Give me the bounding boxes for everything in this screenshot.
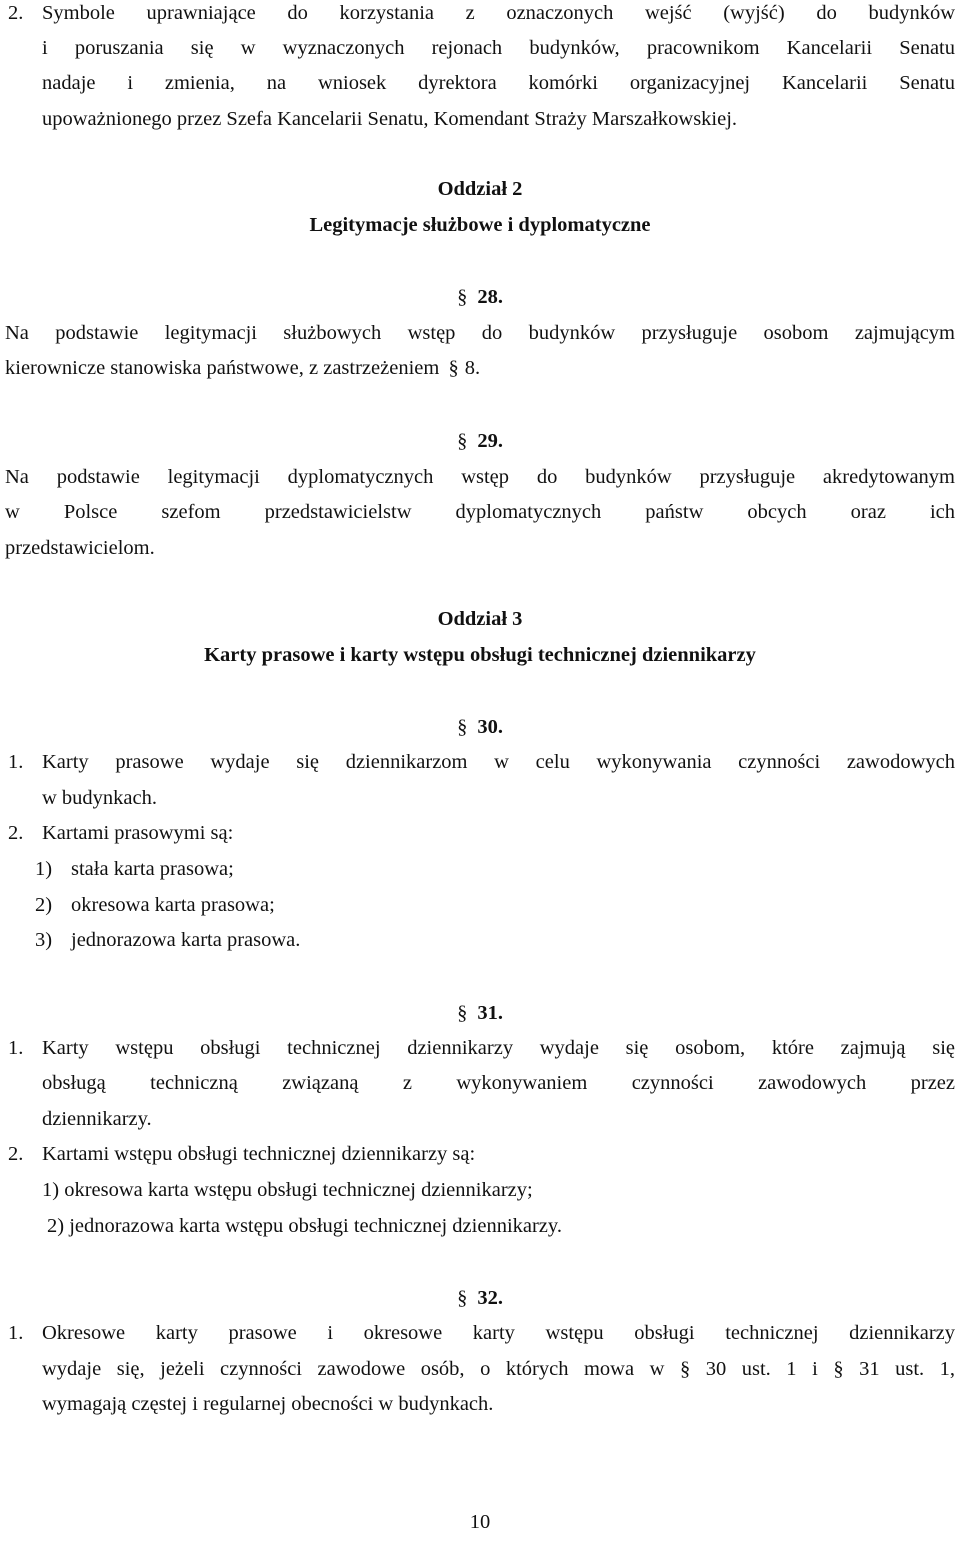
division-subheading: Karty prasowe i karty wstępu obsługi technicznej dziennikarzy — [204, 644, 756, 666]
paragraph-line: nadaje i zmienia, na wniosek dyrektora komórki organizacyjnej Kancelarii Senatu — [42, 72, 955, 94]
paragraph-line: wymagają częstej i regularnej obecności w budynkach. — [42, 1393, 494, 1415]
point-text: stała karta prasowa; — [71, 858, 234, 880]
paragraph-text: wydaje się, jeżeli czynności zawodowe osób, o których mowa w — [42, 1358, 665, 1380]
paragraph-line: Kartami prasowymi są: — [42, 822, 234, 844]
paragraph-line: obsługą techniczną związaną z wykonywaniem czynności zawodowych przez — [42, 1072, 955, 1094]
page-number: 10 — [469, 1511, 491, 1533]
paragraph-line — [5, 351, 955, 387]
section-reference: 8. — [464, 357, 481, 379]
item-number: 2. — [8, 822, 24, 844]
paragraph-text: 31 ust. 1, — [859, 1358, 956, 1380]
point-text: okresowa karta wstępu obsługi technicznej dziennikarzy; — [64, 1179, 533, 1201]
section-sign: § — [457, 286, 468, 308]
paragraph-line: i poruszania się w wyznaczonych rejonach budynków, pracownikom Kancelarii Senatu — [42, 37, 955, 59]
section-number-text: 30. — [477, 716, 503, 738]
division-subheading: Legitymacje służbowe i dyplomatyczne — [309, 214, 651, 236]
paragraph-line — [42, 1352, 955, 1388]
paragraph-text: kierownicze stanowiska państwowe, z zastrzeżeniem — [5, 357, 440, 379]
point-number: 1) — [35, 858, 53, 880]
paragraph-line: Okresowe karty prasowe i okresowe karty wstępu obsługi technicznej dziennikarzy — [42, 1322, 955, 1344]
section-sign: § — [833, 1358, 844, 1380]
section-sign: § — [457, 1002, 468, 1024]
item-number: 2. — [8, 1143, 24, 1165]
point-text: okresowa karta prasowa; — [71, 894, 275, 916]
paragraph-line: Kartami wstępu obsługi technicznej dziennikarzy są: — [42, 1143, 476, 1165]
item-number: 1. — [8, 751, 24, 773]
paragraph-item-2 — [0, 0, 960, 142]
point-line — [42, 1173, 533, 1209]
paragraph-line: upoważnionego przez Szefa Kancelarii Senatu, Komendant Straży Marszałkowskiej. — [42, 108, 738, 130]
section-number — [0, 280, 960, 316]
point-text: jednorazowa karta prasowa. — [71, 929, 301, 951]
paragraph-line: Karty wstępu obsługi technicznej dziennikarzy wydaje się osobom, które zajmują się — [42, 1037, 955, 1059]
section-number-text: 32. — [477, 1287, 503, 1309]
item-number: 1. — [8, 1037, 24, 1059]
point-number: 2) — [35, 894, 53, 916]
point-number: 2) — [47, 1215, 65, 1237]
section-number-text: 28. — [477, 286, 503, 308]
section-sign: § — [448, 357, 459, 379]
section-number — [0, 996, 960, 1032]
point-number: 1) — [42, 1179, 60, 1201]
item-number: 2. — [8, 2, 24, 24]
paragraph-text: 30 ust. 1 i — [705, 1358, 818, 1380]
paragraph-line: w Polsce szefom przedstawicielstw dyplomatycznych państw obcych oraz ich — [5, 501, 955, 523]
section-sign: § — [457, 716, 468, 738]
section-number — [0, 1281, 960, 1317]
paragraph-line: Na podstawie legitymacji dyplomatycznych wstęp do budynków przysługuje akredytowanym — [5, 466, 955, 488]
paragraph-line: przedstawicielom. — [5, 537, 155, 559]
section-number — [0, 710, 960, 746]
paragraph-line: Na podstawie legitymacji służbowych wstęp do budynków przysługuje osobom zajmującym — [5, 322, 955, 344]
point-number: 3) — [35, 929, 53, 951]
section-sign: § — [457, 1287, 468, 1309]
paragraph-line: dziennikarzy. — [42, 1108, 152, 1130]
paragraph-line: Symbole uprawniające do korzystania z oznaczonych wejść (wyjść) do budynków — [42, 2, 955, 24]
division-heading: Oddział 3 — [437, 608, 523, 630]
division-heading: Oddział 2 — [437, 178, 523, 200]
section-number — [0, 424, 960, 460]
point-line — [47, 1209, 562, 1245]
section-number-text: 29. — [477, 430, 503, 452]
paragraph-line: w budynkach. — [42, 787, 158, 809]
section-sign: § — [679, 1358, 691, 1380]
section-sign: § — [457, 430, 468, 452]
paragraph-line: Karty prasowe wydaje się dziennikarzom w celu wykonywania czynności zawodowych — [42, 751, 955, 773]
section-number-text: 31. — [477, 1002, 503, 1024]
point-text: jednorazowa karta wstępu obsługi technicznej dziennikarzy. — [69, 1215, 562, 1237]
item-number: 1. — [8, 1322, 24, 1344]
